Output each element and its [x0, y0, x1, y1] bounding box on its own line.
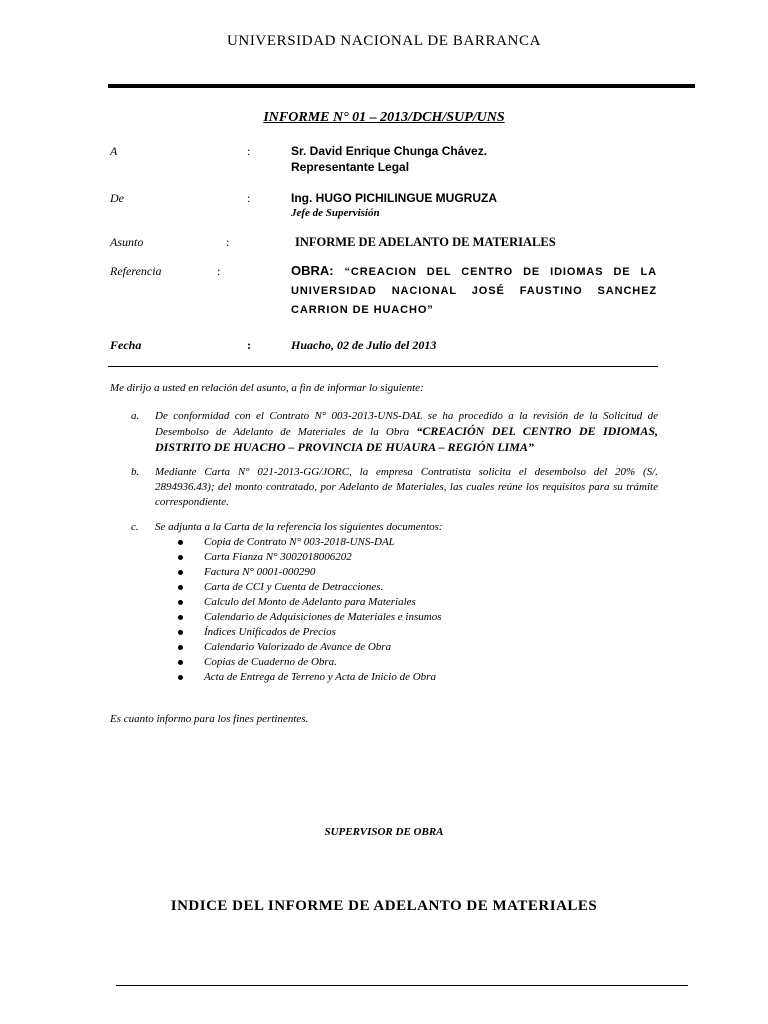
- field-de-name: Ing. HUGO PICHILINGUE MUGRUZA: [291, 191, 497, 205]
- bullet-icon: [178, 615, 183, 620]
- item-a-paragraph: [155, 409, 658, 456]
- list-item: Calendario de Adquisiciones de Materiales e insumos: [176, 610, 442, 625]
- list-item: Copias de Cuaderno de Obra.: [176, 655, 442, 670]
- field-a-label: A: [110, 144, 118, 158]
- footer-rule: [116, 985, 688, 986]
- bullet-icon: [178, 540, 183, 545]
- field-de-role: Jefe de Supervisión: [291, 207, 380, 219]
- bullet-icon: [178, 555, 183, 560]
- header-rule: [108, 84, 695, 88]
- field-fecha-label: Fecha: [110, 338, 142, 352]
- field-asunto-label: Asunto: [110, 235, 144, 249]
- closing-text: Es cuanto informo para los fines pertinentes.: [110, 713, 309, 725]
- field-fecha-colon: :: [247, 338, 251, 352]
- field-a-name: Sr. David Enrique Chunga Chávez.: [291, 144, 488, 158]
- list-item: Acta de Entrega de Terreno y Acta de Inicio de Obra: [176, 670, 442, 685]
- field-de-label: De: [110, 191, 124, 205]
- field-asunto-value: INFORME DE ADELANTO DE MATERIALES: [295, 235, 556, 249]
- item-b-marker: b.: [131, 466, 140, 478]
- bullet-icon: [178, 645, 183, 650]
- list-item: Índices Unificados de Precios: [176, 625, 442, 640]
- field-referencia-colon: :: [217, 264, 221, 278]
- signature-title: SUPERVISOR DE OBRA: [324, 826, 444, 838]
- obra-prefix: OBRA:: [291, 263, 334, 278]
- field-a-colon: :: [247, 144, 251, 158]
- field-fecha-value: Huacho, 02 de Julio del 2013: [291, 338, 437, 352]
- informe-title: INFORME N° 01 – 2013/DCH/SUP/UNS: [263, 110, 505, 125]
- list-item: Carta de CCI y Cuenta de Detracciones.: [176, 580, 442, 595]
- item-a-text: De conformidad con el Contrato N° 003-2013-UNS-DAL se ha procedido a la revisión de la Solicitud de Desembolso de Adelanto de Materiales de la Obra: [155, 410, 658, 438]
- field-asunto-colon: :: [226, 235, 230, 249]
- section-rule: [108, 366, 658, 367]
- indice-title: INDICE DEL INFORME DE ADELANTO DE MATERIALES: [170, 898, 598, 914]
- obra-name: “CREACION DEL CENTRO DE IDIOMAS DE LA UNIVERSIDAD NACIONAL JOSÉ FAUSTINO SANCHEZ CARRION DE HUACHO”: [291, 266, 657, 316]
- bullet-icon: [178, 585, 183, 590]
- list-item: Carta Fianza N° 3002018006202: [176, 550, 442, 565]
- field-referencia-value: [291, 262, 657, 319]
- bullet-icon: [178, 675, 183, 680]
- documents-list: [176, 535, 442, 685]
- bullet-icon: [178, 570, 183, 575]
- list-item: Copia de Contrato N° 003-2018-UNS-DAL: [176, 535, 442, 550]
- field-a-role: Representante Legal: [291, 160, 410, 174]
- item-b-paragraph: Mediante Carta N° 021-2013-GG/JORC, la empresa Contratista solicita el desembolso del 20% (S/. 2894936.43); del monto contratado, por Adelanto de Materiales, las cuales reúne los requisitos para su trámite correspondiente.: [155, 466, 658, 508]
- bullet-icon: [178, 630, 183, 635]
- field-de-colon: :: [247, 191, 251, 205]
- item-c-marker: c.: [131, 521, 139, 533]
- list-item: Calculo del Monto de Adelanto para Materiales: [176, 595, 442, 610]
- bullet-icon: [178, 600, 183, 605]
- field-referencia-label: Referencia: [110, 264, 162, 278]
- list-item: Calendario Valorizado de Avance de Obra: [176, 640, 442, 655]
- item-a-marker: a.: [131, 410, 140, 422]
- list-item: Factura N° 0001-000290: [176, 565, 442, 580]
- bullet-icon: [178, 660, 183, 665]
- intro-text: Me dirijo a usted en relación del asunto, a fin de informar lo siguiente:: [110, 382, 424, 394]
- item-c-paragraph: Se adjunta a la Carta de la referencia los siguientes documentos:: [155, 521, 443, 533]
- item-a-project: “CREACIÓN DEL CENTRO DE IDIOMAS, DISTRITO DE HUACHO – PROVINCIA DE HUAURA – REGIÓN LIMA”: [155, 424, 658, 454]
- university-header: UNIVERSIDAD NACIONAL DE BARRANCA: [226, 33, 542, 49]
